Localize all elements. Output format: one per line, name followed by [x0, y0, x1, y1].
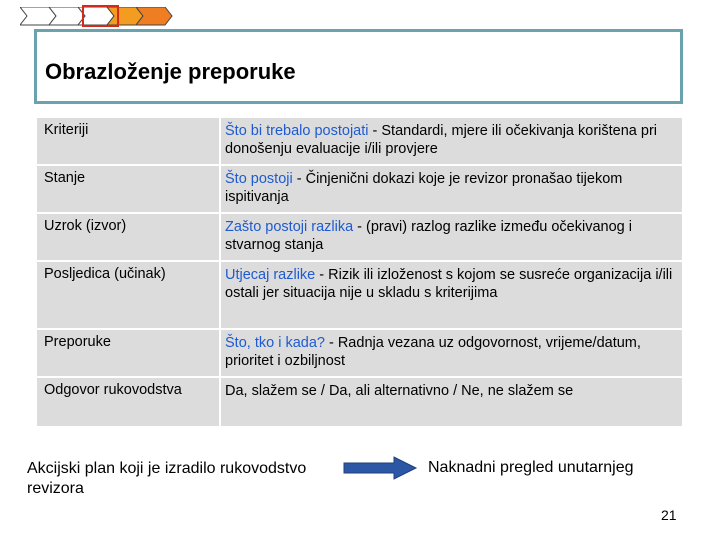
row-description: [225, 334, 675, 370]
row-label: Uzrok (izvor): [44, 218, 127, 234]
row-description: [225, 382, 675, 400]
title-box: [34, 29, 683, 104]
table-row-cause: [37, 214, 682, 260]
column-divider: [219, 118, 221, 426]
row-highlight: Utjecaj razlike: [225, 267, 316, 283]
row-highlight: Što bi trebalo postojati: [225, 123, 369, 139]
page-number: 21: [661, 507, 677, 523]
flow-arrow-icon: [342, 455, 422, 481]
row-label: Preporuke: [44, 334, 111, 350]
table-row-condition: [37, 166, 682, 212]
action-plan-text: Akcijski plan koji je izradilo rukovodstvo revizora: [27, 460, 307, 497]
row-text: - Činjenični dokazi koje je revizor pronašao tijekom ispitivanja: [225, 171, 623, 205]
table-row-management-response: [37, 378, 682, 426]
row-text: - Standardi, mjere ili očekivanja korištena pri donošenju evaluacije i/ili provjere: [225, 123, 657, 157]
row-label: Posljedica (učinak): [44, 266, 166, 282]
row-description: [225, 266, 675, 302]
row-text: - Radnja vezana uz odgovornost, vrijeme/datum, prioritet i ozbiljnost: [225, 335, 641, 369]
row-description: [225, 122, 675, 158]
row-highlight: Zašto postoji razlika: [225, 219, 354, 235]
table-row-effect: [37, 262, 682, 328]
table-row-criteria: [37, 118, 682, 164]
row-label: Stanje: [44, 170, 86, 186]
row-description: [225, 170, 675, 206]
row-description: [225, 218, 675, 254]
page-title: Obrazloženje preporuke: [45, 59, 296, 84]
table-row-recommendations: [37, 330, 682, 376]
row-text: - (pravi) razlog razlike između očekivanog i stvarnog stanja: [225, 219, 632, 253]
follow-up-text: Naknadni pregled unutarnjeg: [428, 459, 634, 476]
row-highlight: Što postoji: [225, 171, 293, 187]
row-label: Odgovor rukovodstva: [44, 382, 182, 398]
row-highlight: Što, tko i kada?: [225, 335, 325, 351]
row-text: - Rizik ili izloženost s kojom se susreće organizacija i/ili ostali jer situacija nije u skladu s kriterijima: [225, 267, 673, 301]
row-label: Kriteriji: [44, 122, 89, 138]
row-text: Da, slažem se / Da, ali alternativno / Ne, ne slažem se: [225, 383, 574, 399]
current-step-indicator: [82, 5, 119, 27]
